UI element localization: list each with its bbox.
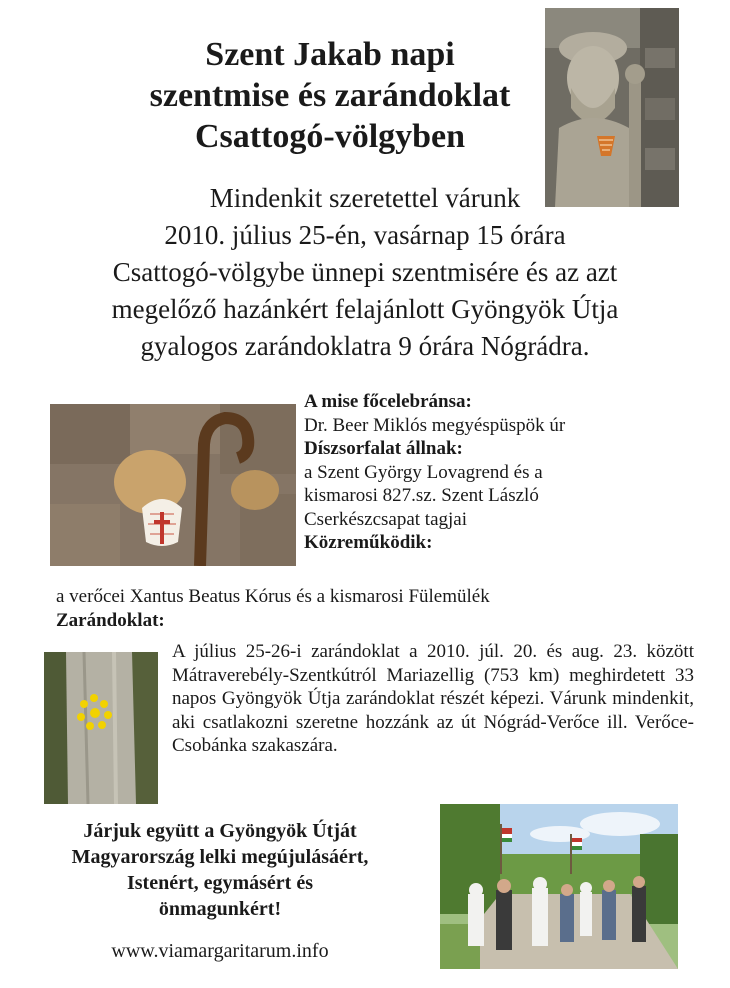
honor-guard-label: Díszsorfalat állnak: xyxy=(304,438,463,459)
saint-james-statue-photo xyxy=(545,8,679,207)
closing-line-3: Istenért, egymásért és xyxy=(126,872,314,894)
closing-line-4: önmagunkért! xyxy=(158,898,282,920)
pilgrimage-label: Zarándoklat: xyxy=(56,610,165,631)
trail-marker-tree-photo xyxy=(44,652,158,804)
participating-label: Közreműködik: xyxy=(304,532,433,553)
closing-message xyxy=(30,818,410,922)
title-line-1: Szent Jakab napi xyxy=(205,36,455,73)
celebrant-label: A mise főcelebránsa: xyxy=(304,391,472,412)
poster-title xyxy=(120,34,540,157)
intro-line-3: Csattogó-völgybe ünnepi szentmisére és az azt xyxy=(112,257,618,287)
honor-guard-line-2: kismarosi 827.sz. Szent László xyxy=(304,485,539,506)
honor-guard-line-1: a Szent György Lovagrend és a xyxy=(304,461,543,483)
honor-guard-line-3: Cserkészcsapat tagjai xyxy=(304,508,468,530)
intro-line-2: 2010. július 25-én, vasárnap 15 órára xyxy=(164,220,566,250)
closing-line-2: Magyarország lelki megújulásáért, xyxy=(71,846,369,868)
website-link[interactable]: www.viamargaritarum.info xyxy=(111,940,329,962)
pilgrims-walking-photo xyxy=(440,804,678,969)
intro-line-4: megelőző hazánkért felajánlott Gyöngyök Útja xyxy=(111,294,619,324)
title-line-3: Csattogó-völgyben xyxy=(194,118,466,155)
closing-line-1: Járjuk együtt a Gyöngyök Útját xyxy=(83,820,357,842)
title-line-2: szentmise és zarándoklat xyxy=(149,77,511,114)
intro-line-1: Mindenkit szeretettel várunk xyxy=(209,183,521,213)
participating-value: a verőcei Xantus Beatus Kórus és a kismarosi Fülemülék xyxy=(56,586,490,607)
celebrant-value: Dr. Beer Miklós megyéspüspök úr xyxy=(304,414,566,436)
pilgrimage-text: A július 25-26-i zarándoklat a 2010. júl. 20. és aug. 23. között Mátraverebély-Szentkútról Mariazellig (753 km) meghirdetett 33 napos Gyöngyök Útja zarándoklat részét képezi. Várunk mindenkit, aki csatlakozni szeretne hozzánk az út Nógrád-Verőce ill. Verőce-Csobánka szakaszára. xyxy=(172,641,694,756)
ceremony-details xyxy=(304,390,714,555)
pilgrim-staff-photo xyxy=(50,404,296,566)
invitation-text xyxy=(40,180,690,365)
intro-line-5: gyalogos zarándoklatra 9 órára Nógrádra. xyxy=(140,331,590,361)
